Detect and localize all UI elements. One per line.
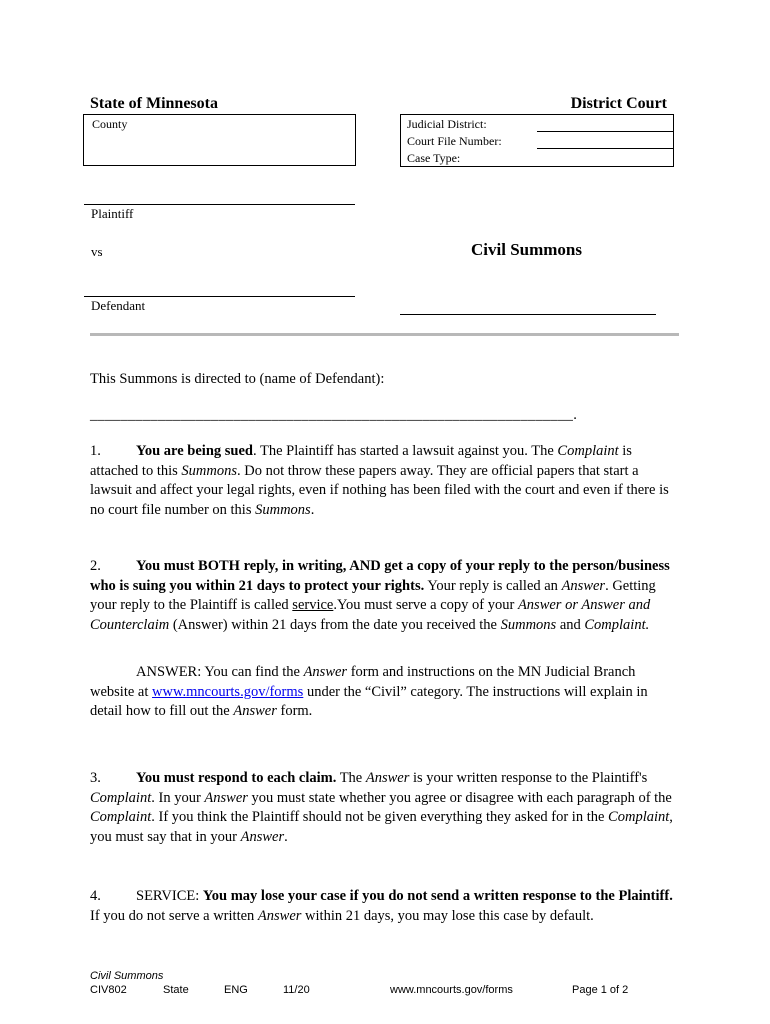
section-4-text: If you do not serve a written	[90, 907, 258, 924]
section-1	[90, 442, 682, 520]
section-4-heading: You may lose your case if you do not send a written response to the Plaintiff.	[202, 888, 673, 904]
section-4-number: 4.	[90, 888, 101, 904]
section-3-text: you must state whether you agree or disagree with each paragraph of the	[247, 789, 672, 806]
section-2-text: Answer	[561, 577, 606, 594]
section-2-text: (Answer) within 21 days from the date you received the	[169, 616, 501, 633]
section-divider	[90, 333, 679, 336]
section-3-text: Answer	[240, 828, 285, 845]
section-2-text: Complaint.	[584, 616, 650, 633]
answer-text: under the “Civil” category. The instructions will explain in detail how to fill out the	[90, 683, 648, 719]
section-3-text: Complaint	[90, 789, 152, 806]
section-3-text: , you must say that in your	[90, 809, 673, 845]
section-2-text: Answer or Answer and Counterclaim	[90, 597, 651, 633]
answer-text: form and instructions on the MN Judicial Branch website at	[90, 664, 636, 700]
section-4-text: SERVICE:	[136, 888, 203, 904]
section-1-text: .	[310, 501, 315, 518]
title-underline	[400, 314, 656, 315]
answer-text: Answer	[233, 703, 277, 719]
defendant-name-blank[interactable]: ________________________________________________________________.	[90, 407, 578, 423]
section-1-number: 1.	[90, 443, 101, 459]
section-3-number: 3.	[90, 770, 101, 786]
section-1-text: . The Plaintiff has started a lawsuit against you. The	[252, 443, 558, 459]
section-3-text: .	[284, 828, 288, 845]
answer-paragraph	[90, 663, 682, 722]
section-1-heading: You are being sued	[136, 443, 253, 459]
court-heading: District Court	[570, 95, 667, 112]
mncourts-forms-link[interactable]: www.mncourts.gov/forms	[152, 683, 304, 700]
plaintiff-label: Plaintiff	[91, 206, 134, 221]
footer-language: ENG	[224, 984, 248, 996]
section-3-text: Complaint	[90, 809, 152, 825]
section-1-text: Summons	[181, 462, 237, 479]
judicial-district-field[interactable]	[537, 131, 673, 132]
section-1-text: Complaint	[557, 443, 619, 459]
county-label: County	[92, 117, 128, 131]
section-2-text: and	[556, 616, 585, 633]
section-3-text: . If you think the Plaintiff should not be given everything they asked for in the	[151, 809, 609, 825]
defendant-label: Defendant	[91, 298, 146, 313]
section-4-text: Answer	[257, 907, 302, 924]
section-3	[90, 769, 682, 847]
court-file-number-label: Court File Number:	[407, 134, 502, 148]
section-2-text: service	[292, 597, 334, 613]
section-1-text: is attached to this	[90, 443, 632, 479]
section-2-number: 2.	[90, 558, 101, 574]
judicial-district-label: Judicial District:	[407, 117, 487, 131]
case-info-box	[400, 114, 674, 167]
section-3-text: . In your	[151, 789, 205, 806]
section-3-text: Answer	[204, 789, 248, 806]
footer-website: www.mncourts.gov/forms	[390, 984, 513, 996]
section-2-text: Your reply is called an	[424, 577, 562, 594]
vs-label: vs	[91, 244, 103, 259]
section-3-heading: You must respond to each claim.	[136, 770, 337, 786]
section-2	[90, 557, 682, 635]
section-1-text: . Do not throw these papers away. They are official papers that start a lawsuit and affect your legal rights, even if nothing has been filed with the court and even if there is no court file number on this	[90, 462, 669, 518]
section-4-text: within 21 days, you may lose this case by default.	[301, 907, 594, 924]
answer-text: form.	[276, 703, 313, 719]
section-1-text: Summons	[255, 501, 311, 518]
plaintiff-name-line[interactable]	[84, 204, 355, 205]
footer-page-number: Page 1 of 2	[572, 984, 629, 996]
section-4	[90, 887, 682, 926]
document-title: Civil Summons	[471, 240, 582, 259]
court-file-number-field[interactable]	[537, 148, 673, 149]
section-3-text: is your written response to the Plaintiff's	[409, 770, 648, 786]
case-type-label: Case Type:	[407, 151, 461, 165]
county-box	[83, 114, 356, 166]
footer-form-code: CIV802	[90, 984, 127, 996]
section-3-text: Complaint	[608, 809, 670, 825]
state-heading: State of Minnesota	[90, 95, 218, 112]
section-2-text: .You must serve a copy of your	[333, 597, 518, 613]
section-2-text: . Getting your reply to the Plaintiff is called	[90, 577, 656, 613]
section-2-text: Summons	[500, 616, 557, 633]
section-2-heading: You must BOTH reply, in writing, AND get a copy of your reply to the person/business who is suing you within 21 days to protect your rights.	[90, 558, 670, 594]
directed-to-text: This Summons is directed to (name of Defendant):	[90, 371, 385, 387]
defendant-name-line[interactable]	[84, 296, 355, 297]
section-3-text: The	[336, 770, 366, 786]
footer-level: State	[163, 984, 189, 996]
footer-form-title: Civil Summons	[90, 970, 164, 982]
answer-text: ANSWER: You can find the	[136, 664, 304, 680]
answer-text: Answer	[303, 664, 348, 680]
footer-revision: 11/20	[283, 984, 310, 996]
section-3-text: Answer	[365, 770, 410, 786]
